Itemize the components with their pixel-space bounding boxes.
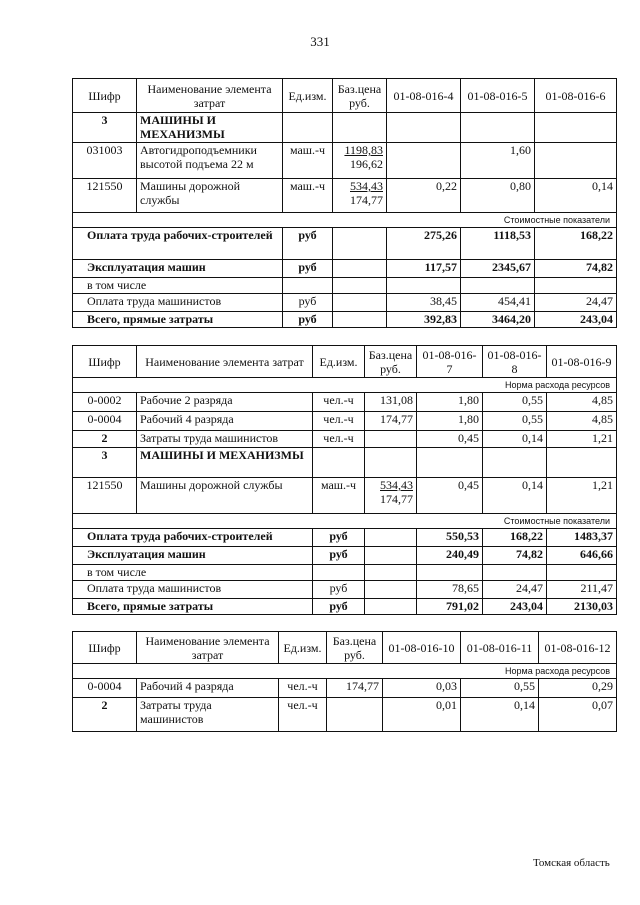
- row-value: 0,01: [383, 698, 461, 732]
- section-code: 3: [73, 448, 137, 478]
- norm-label: Норма расхода ресурсов: [73, 664, 617, 679]
- table-row: [73, 143, 617, 179]
- row-name: Машины дорожной службы: [137, 478, 313, 514]
- cost-label: Стоимостные показатели: [73, 213, 617, 228]
- row-value: 0,07: [539, 698, 617, 732]
- norm-label-row: [73, 378, 617, 393]
- total-row: [73, 228, 617, 260]
- total-value: 117,57: [387, 260, 461, 278]
- header-col-1: 01-08-016-10: [383, 632, 461, 664]
- header-price: Баз.цена руб.: [327, 632, 383, 664]
- total-unit: руб: [313, 529, 365, 547]
- row-value: [387, 143, 461, 179]
- row-name: Рабочие 2 разряда: [137, 393, 313, 412]
- total-row: [73, 529, 617, 547]
- header-col-3: 01-08-016-9: [547, 346, 617, 378]
- total-unit: руб: [283, 260, 333, 278]
- header-unit: Ед.изм.: [313, 346, 365, 378]
- table-header-row: [73, 79, 617, 113]
- row-code: 031003: [73, 143, 137, 179]
- total-row: [73, 278, 617, 294]
- header-col-2: 01-08-016-8: [483, 346, 547, 378]
- row-code: 0-0004: [73, 412, 137, 431]
- row-value: 0,14: [535, 179, 617, 213]
- total-row: [73, 547, 617, 565]
- total-value: 3464,20: [461, 312, 535, 328]
- row-unit: чел.-ч: [279, 679, 327, 698]
- section-name: МАШИНЫ И МЕХАНИЗМЫ: [137, 448, 313, 478]
- table-row: [73, 431, 617, 448]
- row-name: Машины дорожной службы: [137, 179, 283, 213]
- total-row: [73, 294, 617, 312]
- total-value: 2130,03: [547, 599, 617, 615]
- price-wage: 174,77: [350, 193, 383, 207]
- total-value: 791,02: [417, 599, 483, 615]
- row-value: [535, 143, 617, 179]
- row-unit: чел.-ч: [313, 393, 365, 412]
- table-row: [73, 698, 617, 732]
- total-name: Оплата труда машинистов: [73, 581, 313, 599]
- table-row: [73, 179, 617, 213]
- total-value: 243,04: [535, 312, 617, 328]
- header-price: Баз.цена руб.: [333, 79, 387, 113]
- total-value: 1483,37: [547, 529, 617, 547]
- row-code: 0-0004: [73, 679, 137, 698]
- total-value: 1118,53: [461, 228, 535, 260]
- row-value: 0,45: [417, 478, 483, 514]
- header-name: Наименование элемента затрат: [137, 632, 279, 664]
- header-name: Наименование элемента затрат: [137, 79, 283, 113]
- row-price: [365, 478, 417, 514]
- header-col-2: 01-08-016-5: [461, 79, 535, 113]
- total-name: Оплата труда рабочих-строителей: [73, 228, 283, 260]
- row-value: 0,29: [539, 679, 617, 698]
- row-value: 0,03: [383, 679, 461, 698]
- resource-table-3: [72, 631, 617, 732]
- row-price: 131,08: [365, 393, 417, 412]
- row-price: 174,77: [327, 679, 383, 698]
- header-code: Шифр: [73, 79, 137, 113]
- row-value: 0,55: [483, 412, 547, 431]
- row-price: [327, 698, 383, 732]
- total-unit: руб: [313, 599, 365, 615]
- row-value: 0,45: [417, 431, 483, 448]
- total-row: [73, 599, 617, 615]
- total-value: 24,47: [483, 581, 547, 599]
- page-number: 331: [310, 34, 330, 49]
- row-unit: чел.-ч: [313, 412, 365, 431]
- section-row: [73, 113, 617, 143]
- row-price: [365, 431, 417, 448]
- total-value: 74,82: [535, 260, 617, 278]
- row-price: 174,77: [365, 412, 417, 431]
- header-col-2: 01-08-016-11: [461, 632, 539, 664]
- price-wage: 174,77: [380, 492, 413, 506]
- row-value: 0,14: [483, 478, 547, 514]
- header-col-3: 01-08-016-12: [539, 632, 617, 664]
- row-value: 0,55: [483, 393, 547, 412]
- header-code: Шифр: [73, 346, 137, 378]
- header-col-1: 01-08-016-4: [387, 79, 461, 113]
- row-value: 0,14: [461, 698, 539, 732]
- row-unit: чел.-ч: [313, 431, 365, 448]
- total-value: 24,47: [535, 294, 617, 312]
- table-row: [73, 679, 617, 698]
- total-name: в том числе: [73, 278, 283, 294]
- table-row: [73, 412, 617, 431]
- total-value: 2345,67: [461, 260, 535, 278]
- total-name: Всего, прямые затраты: [73, 599, 313, 615]
- row-name: Затраты труда машинистов: [137, 698, 279, 732]
- row-value: 0,22: [387, 179, 461, 213]
- price-base: 1198,83: [344, 143, 383, 157]
- header-unit: Ед.изм.: [279, 632, 327, 664]
- total-name: Эксплуатация машин: [73, 547, 313, 565]
- header-name: Наименование элемента затрат: [137, 346, 313, 378]
- total-row: [73, 581, 617, 599]
- price-base: 534,43: [380, 478, 413, 492]
- total-unit: руб: [313, 581, 365, 599]
- total-row: [73, 260, 617, 278]
- row-value: 1,21: [547, 431, 617, 448]
- row-value: 4,85: [547, 393, 617, 412]
- table-row: [73, 393, 617, 412]
- row-price: [333, 143, 387, 179]
- total-value: 646,66: [547, 547, 617, 565]
- resource-table-1: [72, 78, 617, 328]
- row-code: 121550: [73, 179, 137, 213]
- total-name: Оплата труда машинистов: [73, 294, 283, 312]
- total-value: 392,83: [387, 312, 461, 328]
- header-unit: Ед.изм.: [283, 79, 333, 113]
- row-price: [333, 179, 387, 213]
- total-value: 243,04: [483, 599, 547, 615]
- total-name: Всего, прямые затраты: [73, 312, 283, 328]
- cost-label-row: [73, 213, 617, 228]
- row-name: Затраты труда машинистов: [137, 431, 313, 448]
- row-code: 0-0002: [73, 393, 137, 412]
- cost-label-row: [73, 514, 617, 529]
- row-value: 4,85: [547, 412, 617, 431]
- row-value: 0,14: [483, 431, 547, 448]
- row-value: 1,60: [461, 143, 535, 179]
- resource-table-2: [72, 345, 617, 615]
- row-name: Рабочий 4 разряда: [137, 412, 313, 431]
- section-row: [73, 448, 617, 478]
- total-value: 211,47: [547, 581, 617, 599]
- total-value: 74,82: [483, 547, 547, 565]
- total-value: 168,22: [535, 228, 617, 260]
- table-row: [73, 478, 617, 514]
- total-value: 240,49: [417, 547, 483, 565]
- row-unit: маш.-ч: [283, 143, 333, 179]
- total-value: 454,41: [461, 294, 535, 312]
- row-unit: чел.-ч: [279, 698, 327, 732]
- row-unit: маш.-ч: [283, 179, 333, 213]
- price-wage: 196,62: [350, 157, 383, 171]
- row-code: 121550: [73, 478, 137, 514]
- row-name: Рабочий 4 разряда: [137, 679, 279, 698]
- total-value: 275,26: [387, 228, 461, 260]
- footer-region: Томская область: [533, 857, 610, 869]
- cost-label: Стоимостные показатели: [73, 514, 617, 529]
- total-value: 550,53: [417, 529, 483, 547]
- total-value: 78,65: [417, 581, 483, 599]
- row-name: Автогидроподъемники высотой подъема 22 м: [137, 143, 283, 179]
- total-row: [73, 565, 617, 581]
- row-value: 1,80: [417, 412, 483, 431]
- section-name: МАШИНЫ И МЕХАНИЗМЫ: [137, 113, 283, 143]
- header-col-3: 01-08-016-6: [535, 79, 617, 113]
- total-unit: руб: [283, 312, 333, 328]
- row-value: 0,55: [461, 679, 539, 698]
- section-code: 3: [73, 113, 137, 143]
- norm-label: Норма расхода ресурсов: [73, 378, 617, 393]
- norm-label-row: [73, 664, 617, 679]
- price-base: 534,43: [350, 179, 383, 193]
- total-name: Эксплуатация машин: [73, 260, 283, 278]
- row-unit: маш.-ч: [313, 478, 365, 514]
- total-unit: руб: [283, 294, 333, 312]
- total-name: Оплата труда рабочих-строителей: [73, 529, 313, 547]
- total-unit: руб: [313, 547, 365, 565]
- total-row: [73, 312, 617, 328]
- row-value: 1,80: [417, 393, 483, 412]
- header-code: Шифр: [73, 632, 137, 664]
- total-name: в том числе: [73, 565, 313, 581]
- total-value: 168,22: [483, 529, 547, 547]
- total-unit: руб: [283, 228, 333, 260]
- header-col-1: 01-08-016-7: [417, 346, 483, 378]
- table-header-row: [73, 346, 617, 378]
- table-header-row: [73, 632, 617, 664]
- header-price: Баз.цена руб.: [365, 346, 417, 378]
- total-value: 38,45: [387, 294, 461, 312]
- row-value: 0,80: [461, 179, 535, 213]
- row-code: 2: [73, 431, 137, 448]
- row-value: 1,21: [547, 478, 617, 514]
- row-code: 2: [73, 698, 137, 732]
